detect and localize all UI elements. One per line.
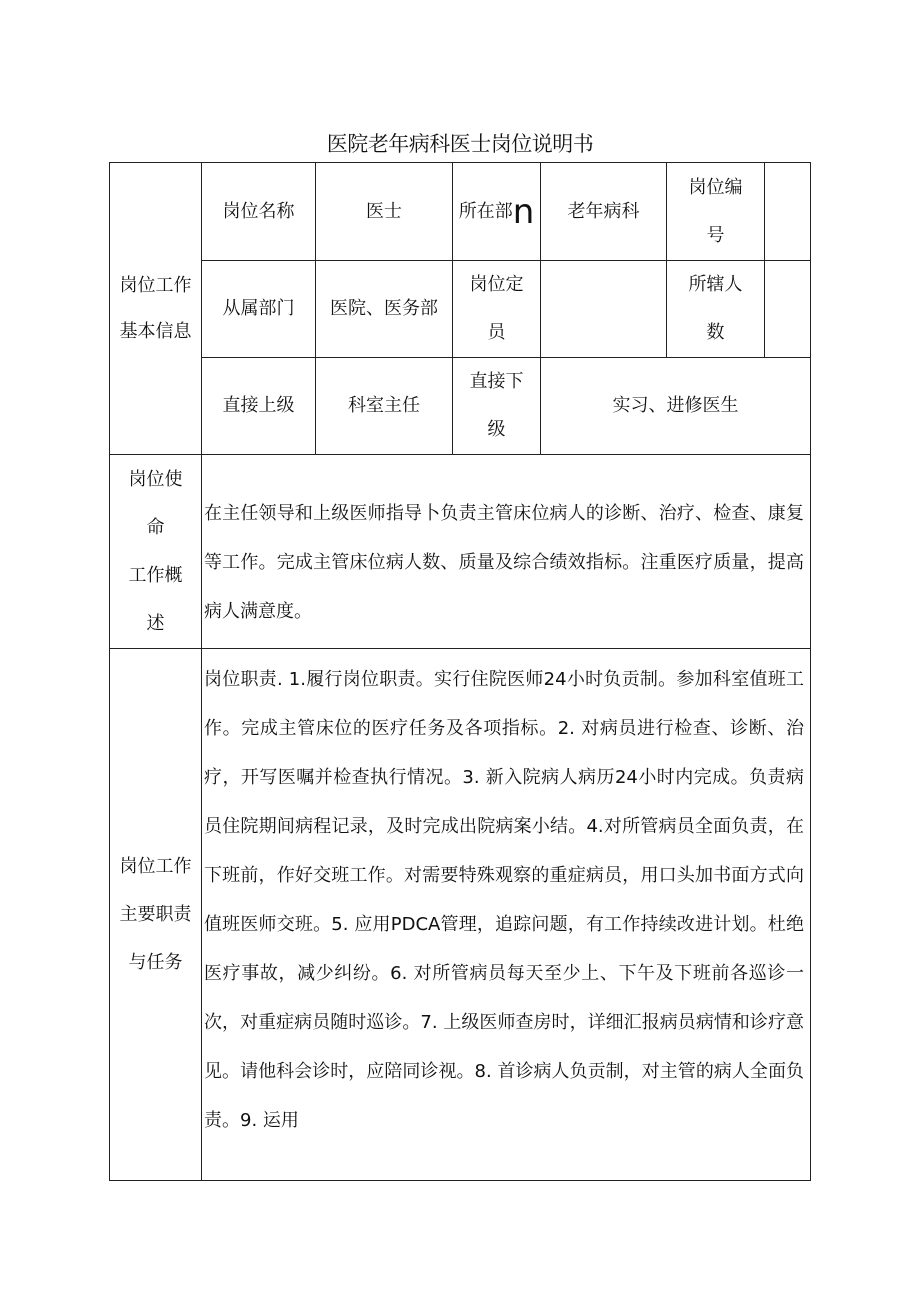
quota-label-line-2: 员: [487, 322, 506, 343]
mission-label-line-4: 述: [146, 612, 165, 634]
staff-count-label-line-2: 数: [706, 322, 725, 343]
duties-label-line-1: 岗位工作: [119, 855, 192, 877]
dept-value: 老年病科: [540, 162, 667, 261]
staff-count-label-line-1: 所辖人: [688, 274, 743, 295]
mission-content-cell: [201, 454, 811, 649]
quota-value: [540, 260, 667, 358]
dept-label-glyph: n: [512, 191, 535, 232]
job-no-value: [764, 162, 811, 261]
mission-label-line-1: 岗位使: [128, 468, 183, 490]
subordinate-value: 实习、进修医生: [540, 357, 811, 455]
job-no-label: [666, 162, 765, 261]
job-name-value: 医士: [315, 162, 453, 261]
job-no-label-line-1: 岗位编: [688, 176, 743, 198]
quota-label: [452, 260, 541, 358]
subordinate-label-line-2: 级: [487, 419, 506, 440]
superior-value: 科室主任: [315, 357, 453, 455]
duties-content-cell: [201, 648, 811, 1181]
subordinate-label-line-1: 直接下: [469, 371, 524, 392]
mission-section-label: [109, 454, 202, 649]
affiliation-label: 从属部门: [201, 260, 316, 358]
mission-text: 在主任领导和上级医师指导卜负责主管床位病人的诊断、治疗、检查、康复等工作。完成主管床位病人数、质量及综合绩效指标。注重医疗质量，提高病人满意度。: [204, 503, 804, 622]
job-no-label-line-2: 号: [706, 224, 725, 246]
subordinate-label: [452, 357, 541, 455]
duties-text: 岗位职责. 1.履行岗位职责。实行住院医师24小时负贡制。参加科室值班工作。完成主管床位的医疗任务及各项指标。2. 对病员进行检查、诊断、治疗，开写医嘱并检查执行情况。3. 新入院病人病历24小时内完成。负责病员住院期间病程记录，及时完成出院病案小结。4.对所管病员全面负责，在下班前，作好交班工作。对需要特殊观察的重症病员，用口头加书面方式向值班医师交班。5. 应用PDCA管理，追踪问题，有工作持续改进计划。杜绝医疗事故，减少纠纷。6. 对所管病员每天至少上、下午及下班前各巡诊一次，对重症病员随时巡诊。7. 上级医师查房时，详细汇报病员病情和诊疗意见。请他科会诊时，应陪同诊视。8. 首诊病人负贡制，对主管的病人全面负责。9. 运用: [204, 669, 804, 1131]
dept-label-text: 所在部: [458, 200, 513, 222]
quota-label-line-1: 岗位定: [469, 274, 524, 295]
affiliation-value: 医院、医务部: [315, 260, 453, 358]
staff-count-label: [666, 260, 765, 358]
duties-section-label: [109, 648, 202, 1181]
mission-label-line-2: 命: [146, 516, 165, 538]
page-title: 医院老年病科医士岗位说明书: [326, 132, 594, 156]
basic-info-label-line-2: 基本信息: [119, 320, 192, 342]
duties-label-line-3: 与任务: [128, 951, 183, 973]
duties-label-line-2: 主要职责: [119, 903, 192, 925]
basic-info-label-line-1: 岗位工作: [119, 274, 192, 296]
dept-label: [452, 162, 541, 261]
job-name-label: 岗位名称: [201, 162, 316, 261]
staff-count-value: [764, 260, 811, 358]
basic-info-section-label: [109, 162, 202, 455]
mission-label-line-3: 工作概: [128, 564, 183, 586]
superior-label: 直接上级: [201, 357, 316, 455]
